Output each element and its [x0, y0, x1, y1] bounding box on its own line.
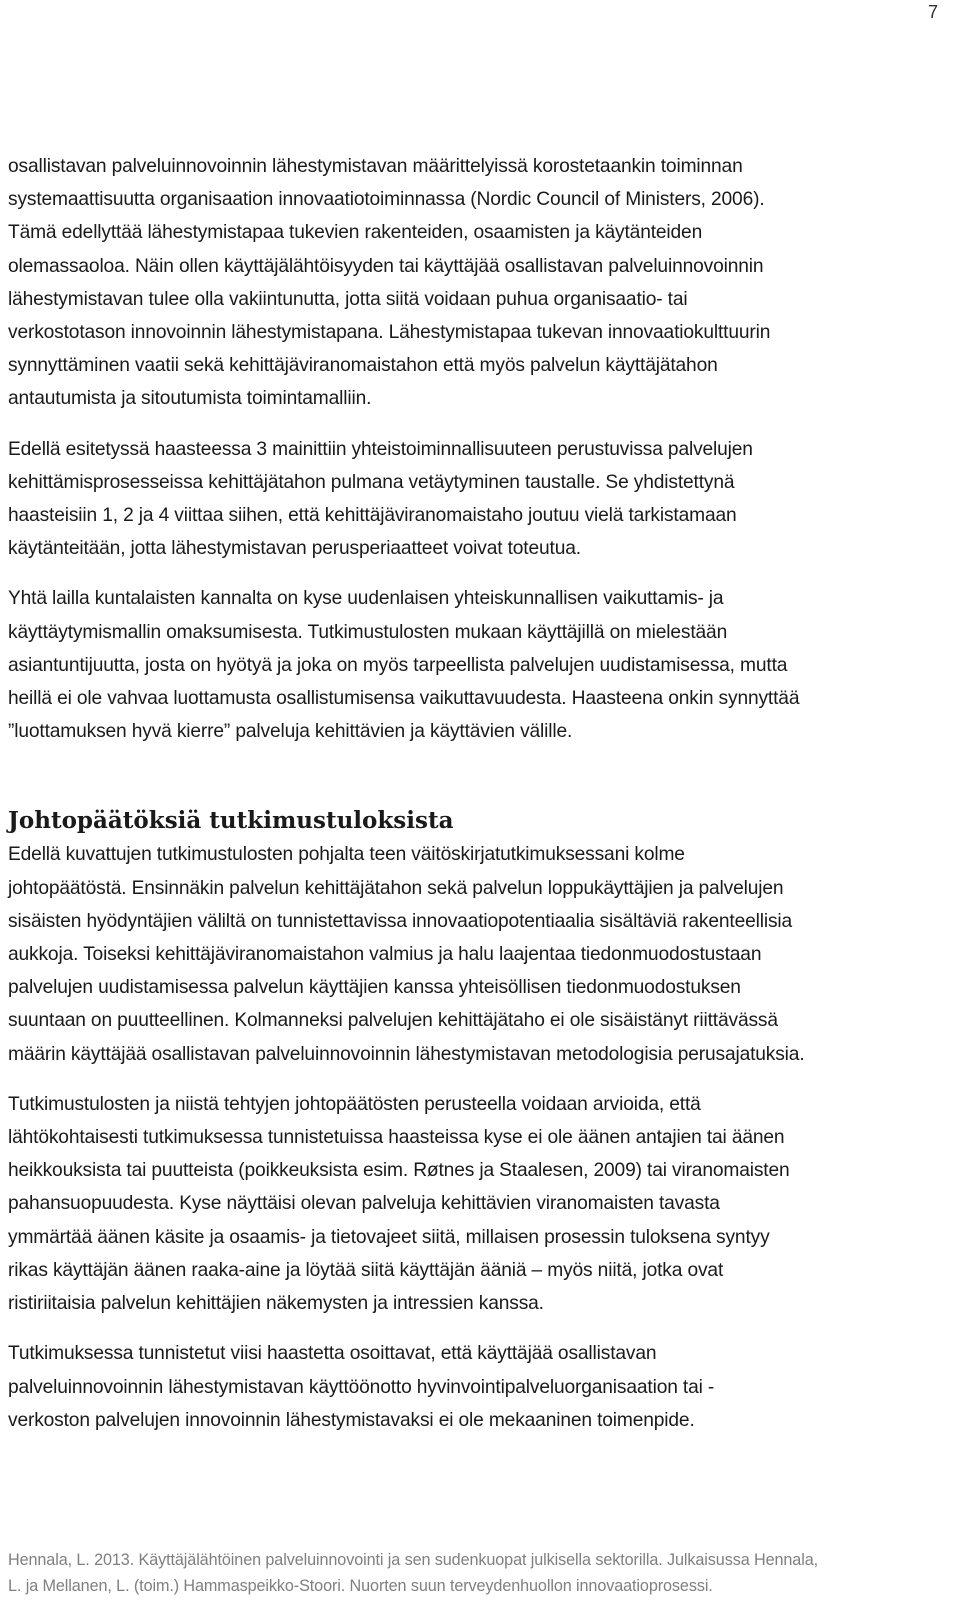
paragraph: Tutkimuksessa tunnistetut viisi haastetta osoittavat, että käyttäjää osallistavan palveluinnovoinnin lähestymistavan käyttöönotto hyvinvointipalveluorganisaation tai - verkoston palvelujen innovoinnin lähestymistavaksi ei ole mekaaninen toimenpide.: [8, 1343, 715, 1431]
page-number: 7: [927, 2, 938, 22]
paragraph: Yhtä lailla kuntalaisten kannalta on kyse uudenlaisen yhteiskunnallisen vaikuttamis- ja käyttäytymismallin omaksumisesta. Tutkimustulosten mukaan käyttäjillä on mielestään asiantuntijuutta, josta on hyötyä ja joka on myös tarpeellista palvelujen uudistamisessa, mutta heillä ei ole vahvaa luottamusta osallistumisensa vaikuttavuudesta. Haasteena onkin synnyttää ”luottamuksen hyvä kierre” palveluja kehittävien ja käyttävien välille.: [8, 588, 800, 743]
section-heading: Johtopäätöksiä tutkimustuloksista: [8, 807, 454, 835]
footer-citation: Hennala, L. 2013. Käyttäjälähtöinen palveluinnovointi ja sen sudenkuopat julkisella sektorilla. Julkaisussa Hennala, L. ja Mellanen, L. (toim.) Hammaspeikko-Stoori. Nuorten suun terveydenhuollon innovaatioprosessi.: [8, 1551, 818, 1595]
document-body: [8, 150, 943, 1454]
paragraph: Edellä kuvattujen tutkimustulosten pohjalta teen väitöskirjatutkimuksessani kolme johtopäätöstä. Ensinnäkin palvelun kehittäjätahon sekä palvelun loppukäyttäjien ja palvelujen sisäisten hyödyntäjien väliltä on tunnistettavissa innovaatiopotentiaalia sisältäviä rakenteellisia aukkoja. Toiseksi kehittäjäviranomaistahon valmius ja halu laajentaa tiedonmuodostustaan palvelujen uudistamisessa palvelun käyttäjien kanssa yhteisöllisen tiedonmuodostuksen suuntaan on puutteellinen. Kolmanneksi palvelujen kehittäjätaho ei ole sisäistänyt riittävässä määrin käyttäjää osallistavan palveluinnovoinnin lähestymistavan metodologisia perusajatuksia.: [8, 844, 805, 1065]
paragraph: osallistavan palveluinnovoinnin lähestymistavan määrittelyissä korostetaankin toiminnan systemaattisuutta organisaation innovaatiotoiminnassa (Nordic Council of Ministers, 2006). Tämä edellyttää lähestymistapaa tukevien rakenteiden, osaamisten ja käytänteiden olemassaoloa. Näin ollen käyttäjälähtöisyyden tai käyttäjää osallistavan palveluinnovoinnin lähestymistavan tulee olla vakiintunutta, jotta siitä voidaan puhua organisaatio- tai verkostotason innovoinnin lähestymistapana. Lähestymistapaa tukevan innovaatiokulttuurin synnyttäminen vaatii sekä kehittäjäviranomaistahon että myös palvelun käyttäjätahon antautumista ja sitoutumista toimintamalliin.: [8, 156, 771, 410]
paragraph: Tutkimustulosten ja niistä tehtyjen johtopäätösten perusteella voidaan arvioida, että lähtökohtaisesti tutkimuksessa tunnistetuissa haasteissa kyse ei ole äänen antajien tai äänen heikkouksista tai puutteista (poikkeuksista esim. Røtnes ja Staalesen, 2009) tai viranomaisten pahansuopuudesta. Kyse näyttäisi olevan palveluja kehittävien viranomaisten tavasta ymmärtää äänen käsite ja osaamis- ja tietovajeet siitä, millaisen prosessin tuloksena syntyy rikas käyttäjän äänen raaka-aine ja löytää siitä käyttäjän ääniä – myös niitä, jotka ovat ristiriitaisia palvelun kehittäjien näkemysten ja intressien kanssa.: [8, 1093, 790, 1315]
paragraph: Edellä esitetyssä haasteessa 3 mainittiin yhteistoiminnallisuuteen perustuvissa palvelujen kehittämisprosesseissa kehittäjätahon pulmana vetäytyminen taustalle. Se yhdistettynä haasteisiin 1, 2 ja 4 viittaa siihen, että kehittäjäviranomaistaho joutuu vielä tarkistamaan käytänteitään, jotta lähestymistavan perusperiaatteet voivat toteutua.: [8, 438, 753, 560]
